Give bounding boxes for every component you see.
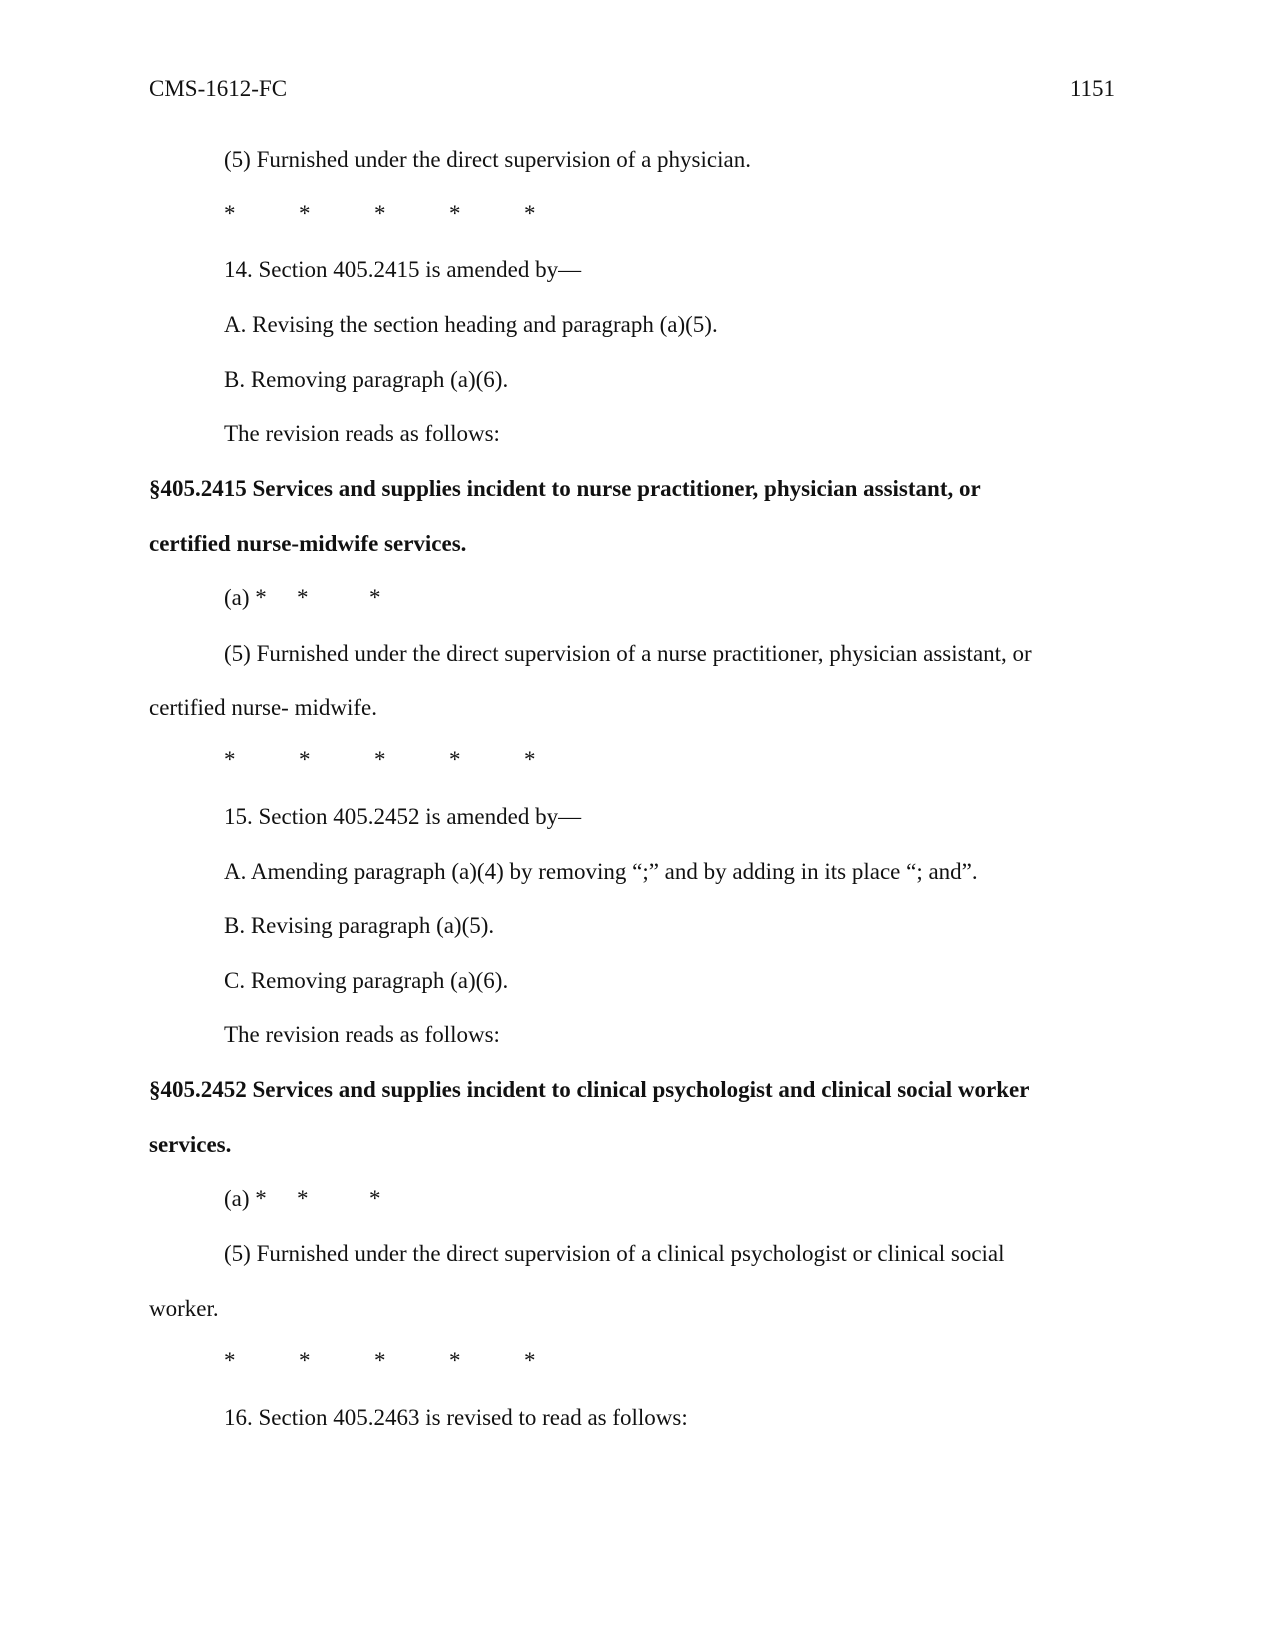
star: *	[524, 747, 536, 772]
star: *	[297, 585, 309, 610]
omission-stars	[224, 200, 599, 228]
amendment-item-15-c: C. Removing paragraph (a)(6).	[224, 968, 509, 993]
amendment-item-15-a: A. Amending paragraph (a)(4) by removing “;” and by adding in its place “; and”.	[224, 859, 978, 884]
star: *	[369, 585, 381, 610]
star: *	[449, 1348, 461, 1373]
amendment-item-16: 16. Section 405.2463 is revised to read as follows:	[224, 1405, 688, 1430]
amendment-item-14-b: B. Removing paragraph (a)(6).	[224, 367, 509, 392]
section-heading-405-2415: §405.2415 Services and supplies incident to nurse practitioner, physician assistant, or	[149, 476, 981, 501]
paragraph-5-psychologist-cont: worker.	[149, 1296, 219, 1321]
omission-stars	[224, 746, 599, 774]
star: *	[224, 1348, 236, 1373]
revision-intro: The revision reads as follows:	[224, 1022, 500, 1047]
star: *	[524, 1348, 536, 1373]
paragraph-5-nurse: (5) Furnished under the direct supervision of a nurse practitioner, physician assistant, or	[224, 641, 1032, 666]
amendment-item-15: 15. Section 405.2452 is amended by—	[224, 804, 582, 829]
section-heading-405-2452-cont: services.	[149, 1132, 232, 1157]
omission-stars	[224, 1347, 599, 1375]
paragraph-a-label: (a) *	[224, 1186, 267, 1211]
star: *	[374, 1348, 386, 1373]
section-heading-405-2415-cont: certified nurse-midwife services.	[149, 531, 467, 556]
paragraph-5-nurse-cont: certified nurse- midwife.	[149, 695, 377, 720]
paragraph-a-label: (a) *	[224, 585, 267, 610]
paragraph-5-physician: (5) Furnished under the direct supervision of a physician.	[224, 147, 751, 172]
star: *	[299, 747, 311, 772]
running-head: CMS-1612-FC	[149, 76, 288, 101]
star: *	[224, 201, 236, 226]
star: *	[449, 747, 461, 772]
star: *	[374, 747, 386, 772]
star: *	[524, 201, 536, 226]
page-number: 1151	[1069, 76, 1115, 101]
star: *	[449, 201, 461, 226]
section-heading-405-2452: §405.2452 Services and supplies incident to clinical psychologist and clinical social worker	[149, 1077, 1030, 1102]
paragraph-a-omission	[224, 1185, 381, 1213]
star: *	[299, 1348, 311, 1373]
amendment-item-14: 14. Section 405.2415 is amended by—	[224, 257, 582, 282]
paragraph-5-psychologist: (5) Furnished under the direct supervision of a clinical psychologist or clinical social	[224, 1241, 1005, 1266]
star: *	[224, 747, 236, 772]
star: *	[299, 201, 311, 226]
star: *	[374, 201, 386, 226]
star: *	[369, 1186, 381, 1211]
star: *	[297, 1186, 309, 1211]
amendment-item-15-b: B. Revising paragraph (a)(5).	[224, 913, 495, 938]
amendment-item-14-a: A. Revising the section heading and paragraph (a)(5).	[224, 312, 718, 337]
revision-intro: The revision reads as follows:	[224, 421, 500, 446]
paragraph-a-omission	[224, 584, 381, 612]
